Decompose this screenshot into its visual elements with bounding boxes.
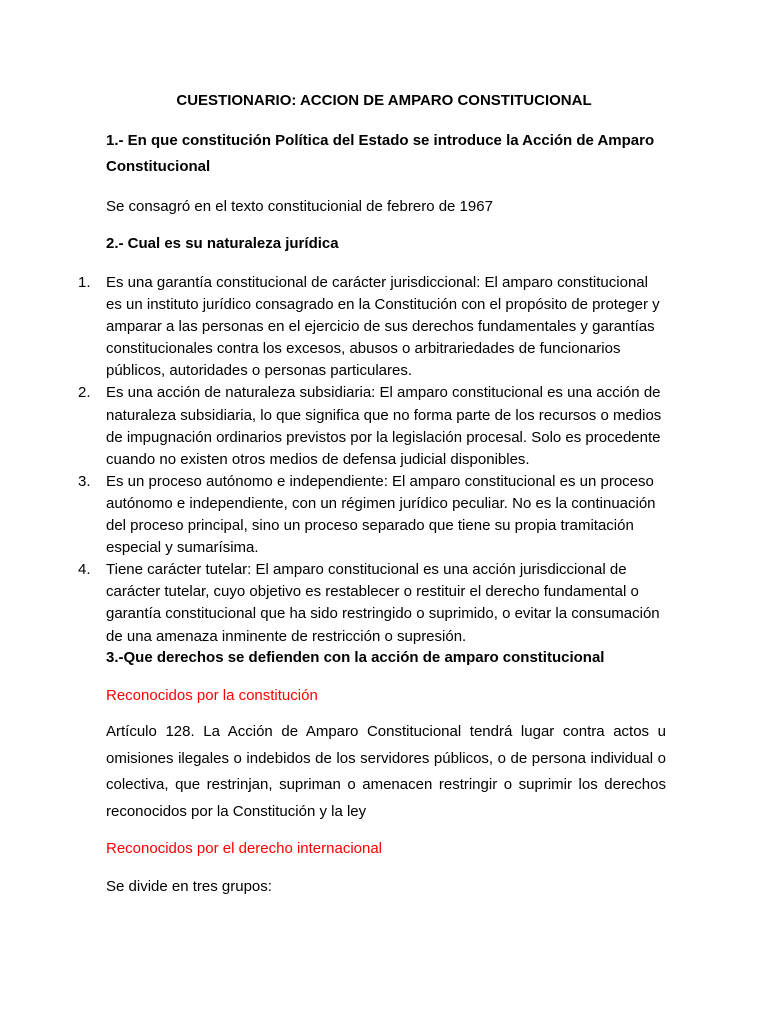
groups-intro: Se divide en tres grupos: xyxy=(106,878,272,895)
article-128-paragraph: Artículo 128. La Acción de Amparo Constitucional tendrá lugar contra actos u omisiones ilegales o indebidos de los servidores públicos, o de persona individual o colectiva, que restrinjan, supriman o amenacen restringir o suprimir los derechos reconocidos por la Constitución y la ley xyxy=(106,723,666,820)
subheading-international-law: Reconocidos por el derecho internacional xyxy=(106,840,383,857)
list-item-text: Es un proceso autónomo e independiente: El amparo constitucional es un proceso autónomo e independiente, con un régimen jurídico peculiar. No es la continuación del proceso principal, sino un proceso separado que tiene su propia tramitación especial y sumarísima. xyxy=(106,472,656,557)
list-item-text: Es una acción de naturaleza subsidiaria: El amparo constitucional es una acción de naturaleza subsidiaria, lo que significa que no forma parte de los recursos o medios de impugnación ordinarios previstos por la legislación procesal. Solo es procedente cuando no existen otros medios de defensa judicial disponibles. xyxy=(106,384,662,468)
list-item xyxy=(78,471,666,559)
question-3-heading: 3.-Que derechos se defienden con la acción de amparo constitucional xyxy=(106,649,605,666)
nature-list xyxy=(78,272,666,648)
list-item-number: 3. xyxy=(78,472,91,490)
subheading-constitution: Reconocidos por la constitución xyxy=(106,687,318,704)
question-1-heading: 1.- En que constitución Política del Estado se introduce la Acción de Amparo Constitucional xyxy=(106,132,655,175)
list-item xyxy=(78,382,666,470)
list-item xyxy=(78,559,666,647)
question-2-heading: 2.- Cual es su naturaleza jurídica xyxy=(106,235,339,252)
question-1-answer: Se consagró en el texto constitucionial de febrero de 1967 xyxy=(106,198,493,215)
list-item-number: 2. xyxy=(78,384,91,402)
list-item xyxy=(78,272,666,382)
document-title: CUESTIONARIO: ACCION DE AMPARO CONSTITUCIONAL xyxy=(176,92,592,109)
list-item-text: Es una garantía constitucional de carácter jurisdiccional: El amparo constitucional es un instituto jurídico consagrado en la Constitución con el propósito de proteger y amparar a las personas en el ejercicio de sus derechos fundamentales y garantías constitucionales contra los excesos, abusos o arbitrariedades de funcionarios públicos, autoridades o personas particulares. xyxy=(106,274,660,380)
list-item-text: Tiene carácter tutelar: El amparo constitucional es una acción jurisdiccional de carácter tutelar, cuyo objetivo es restablecer o restituir el derecho fundamental o garantía constitucional que ha sido restringido o suprimido, o evitar la consumación de una amenaza inminente de restricción o supresión. xyxy=(106,561,660,645)
list-item-number: 4. xyxy=(78,561,91,579)
list-item-number: 1. xyxy=(78,274,91,291)
